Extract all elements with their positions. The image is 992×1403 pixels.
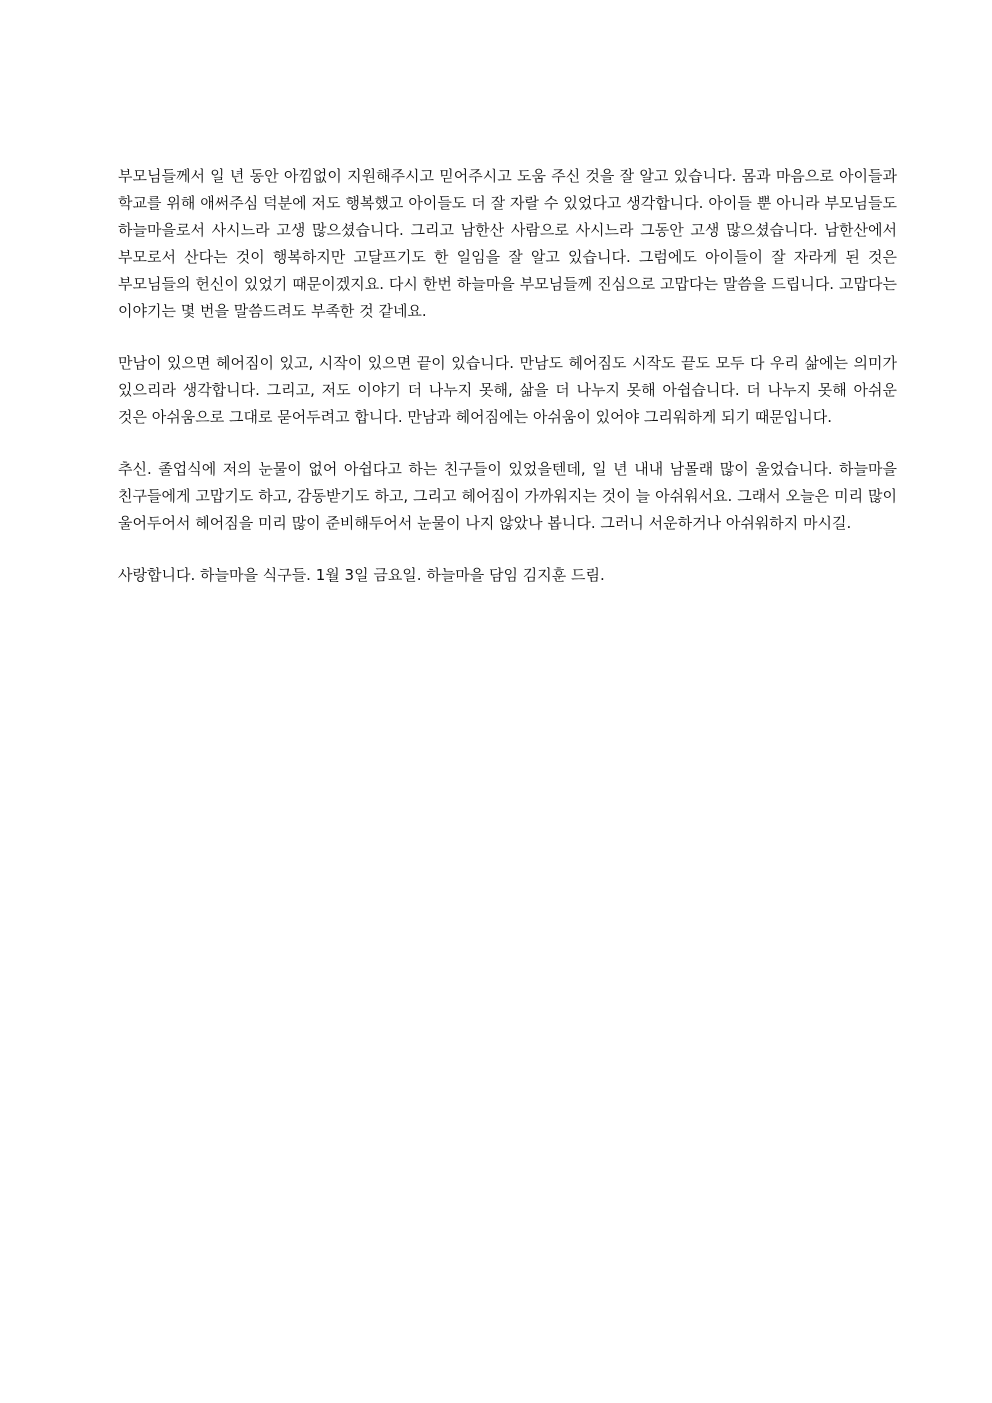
paragraph-thanks-to-parents: 부모님들께서 일 년 동안 아낌없이 지원해주시고 믿어주시고 도움 주신 것을 잘 알고 있습니다. 몸과 마음으로 아이들과 학교를 위해 애써주심 덕분에 저도 행복했고 아이들도 더 잘 자랄 수 있었다고 생각합니다. 아이들 뿐 아니라 부모님들도 하늘마을로서 사시느라 고생 많으셨습니다. 그리고 남한산 사람으로 사시느라 그동안 고생 많으셨습니다. 남한산에서 부모로서 산다는 것이 행복하지만 고달프기도 한 일임을 잘 알고 있습니다. 그럼에도 아이들이 잘 자라게 된 것은 부모님들의 헌신이 있었기 때문이겠지요. 다시 한번 하늘마을 부모님들께 진심으로 고맙다는 말씀을 드립니다. 고맙다는 이야기는 몇 번을 말씀드려도 부족한 것 같네요. [118,167,897,320]
paragraph-meeting-and-parting: 만남이 있으면 헤어짐이 있고, 시작이 있으면 끝이 있습니다. 만남도 헤어짐도 시작도 끝도 모두 다 우리 삶에는 의미가 있으리라 생각합니다. 그리고, 저도 이야기 더 나누지 못해, 삶을 더 나누지 못해 아쉽습니다. 더 나누지 못해 아쉬운 것은 아쉬움으로 그대로 묻어두려고 합니다. 만남과 헤어짐에는 아쉬움이 있어야 그리워하게 되기 때문입니다. [118,354,897,426]
paragraph-signature: 사랑합니다. 하늘마을 식구들. 1월 3일 금요일. 하늘마을 담임 김지훈 드림. [118,566,605,584]
paragraph-postscript: 추신. 졸업식에 저의 눈물이 없어 아쉽다고 하는 친구들이 있었을텐데, 일 년 내내 남몰래 많이 울었습니다. 하늘마을 친구들에게 고맙기도 하고, 감동받기도 하고, 그리고 헤어짐이 가까워지는 것이 늘 아쉬워서요. 그래서 오늘은 미리 많이 울어두어서 헤어짐을 미리 많이 준비해두어서 눈물이 나지 않았나 봅니다. 그러니 서운하거나 아쉬워하지 마시길. [118,460,897,532]
letter-body [118,163,897,614]
